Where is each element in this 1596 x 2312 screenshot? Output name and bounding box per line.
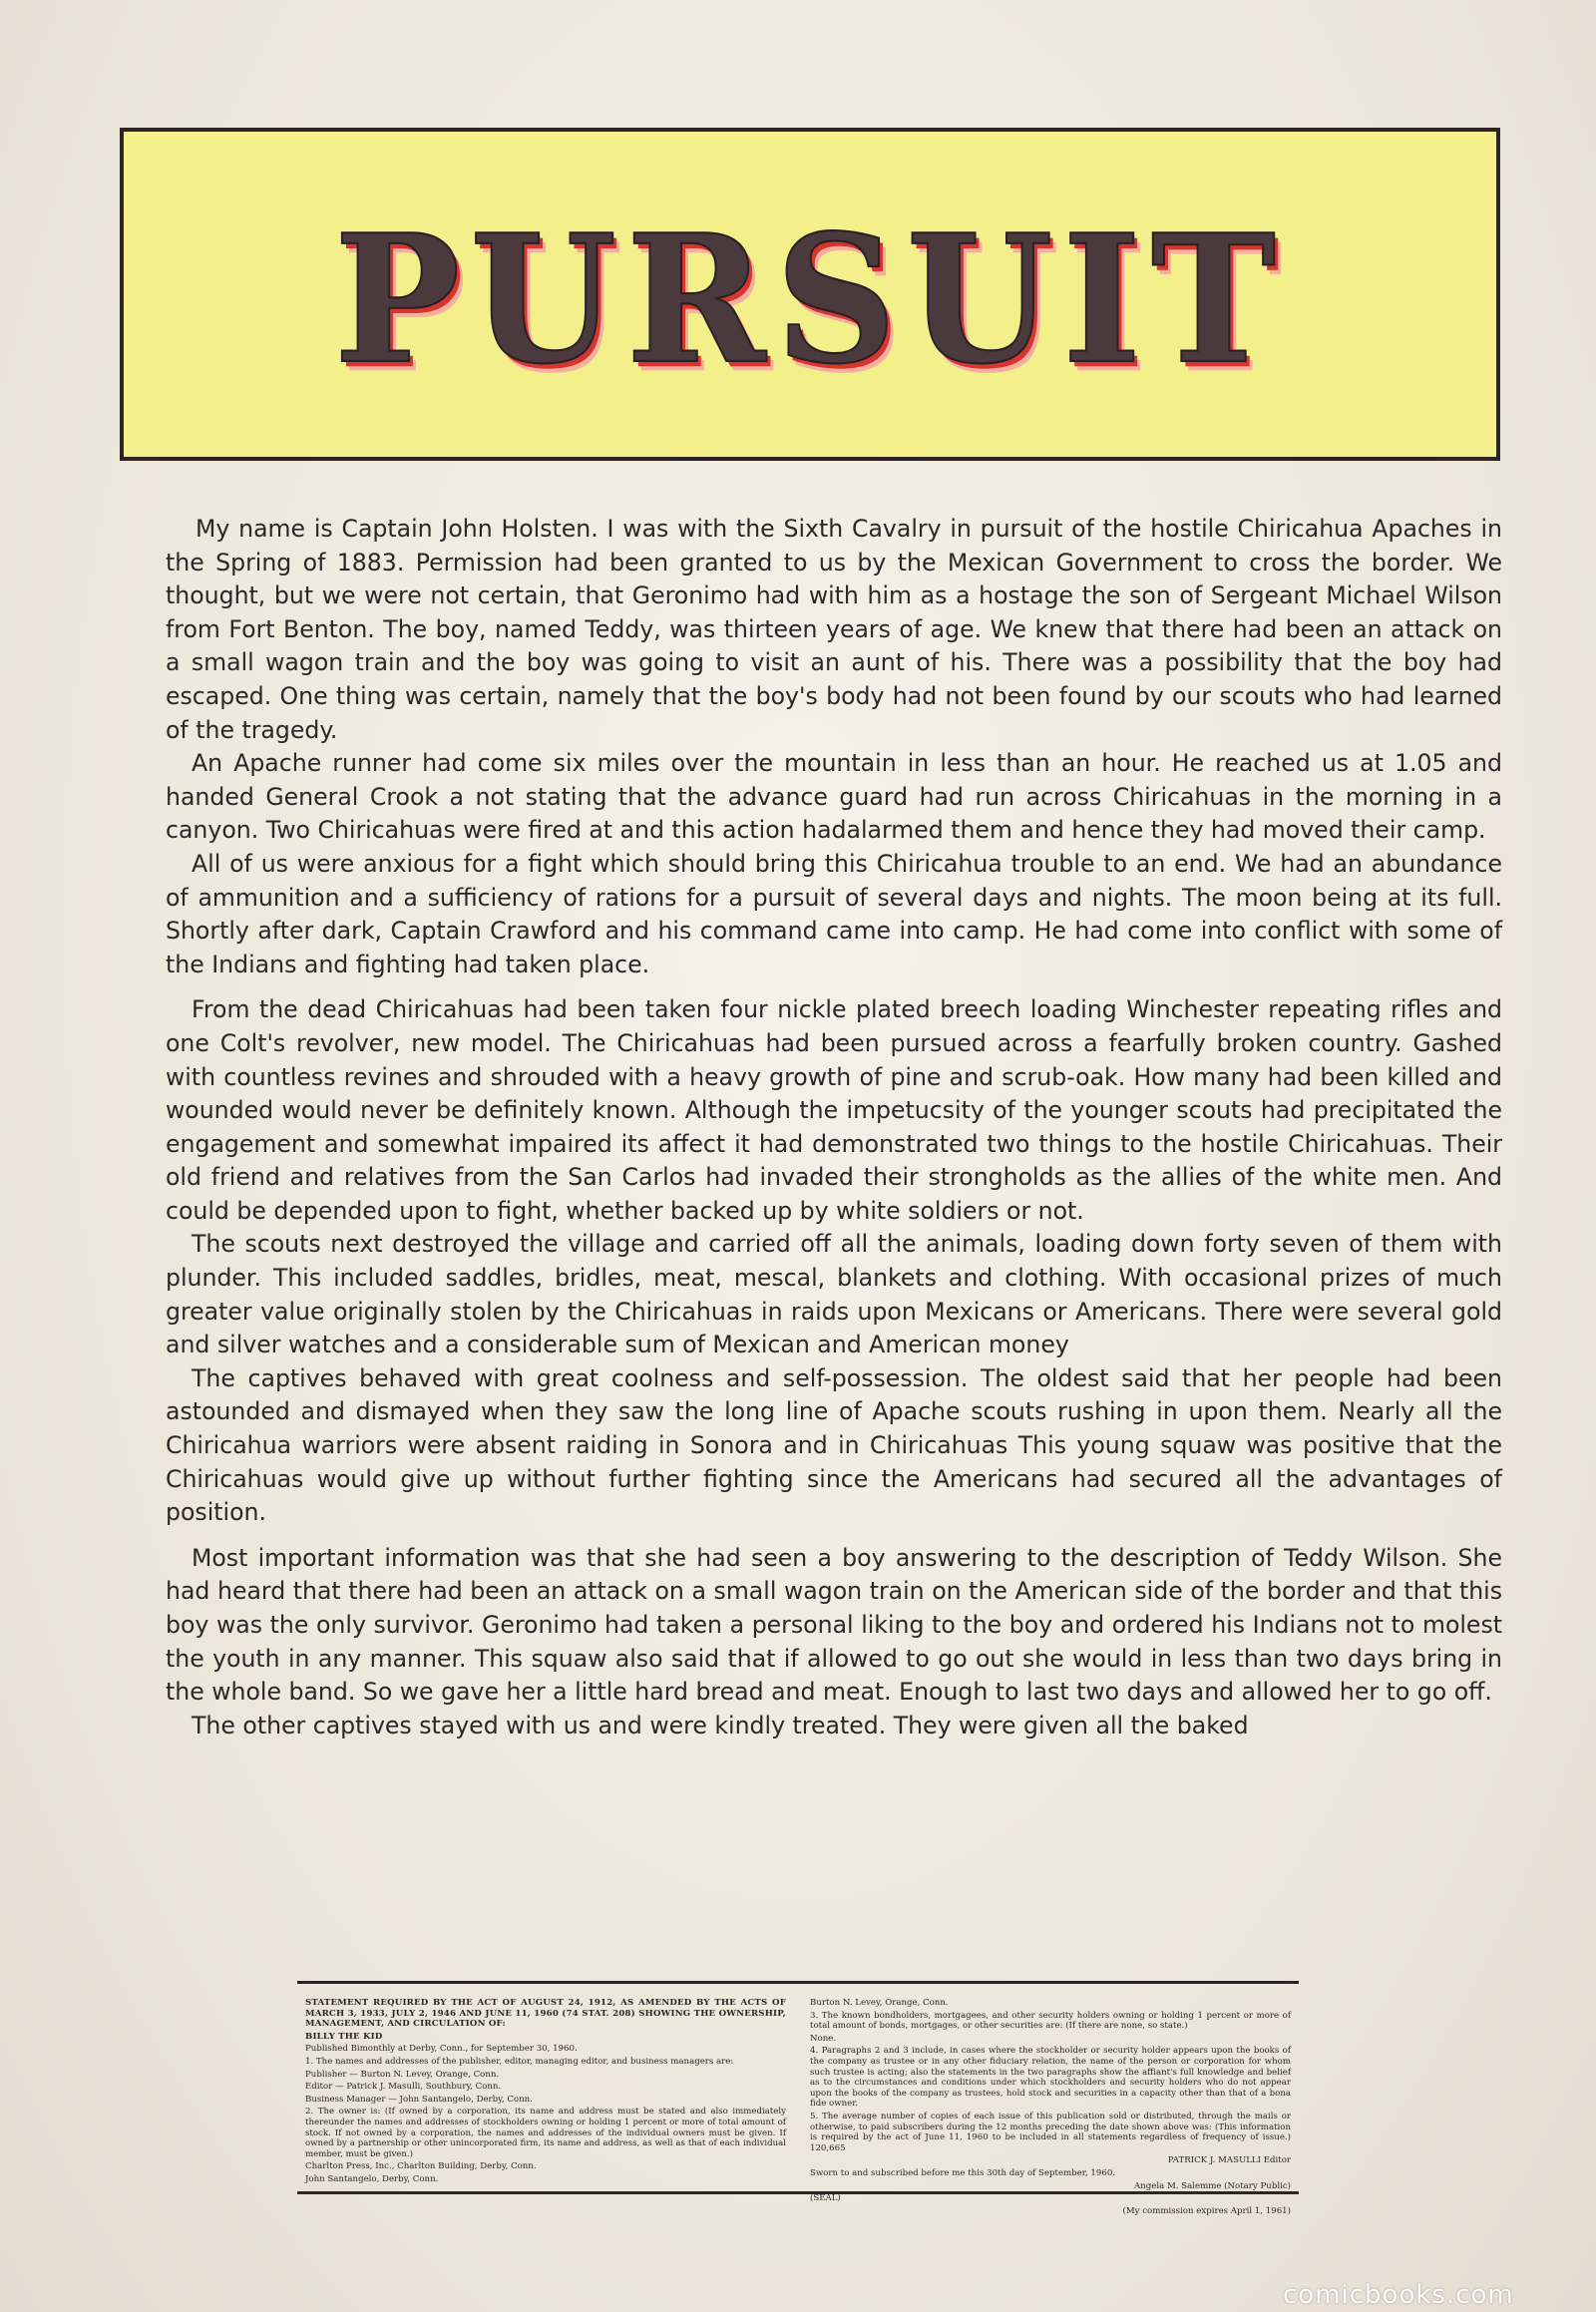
paragraph: The captives behaved with great coolness and self-possession. The oldest said that her people had been astounded and dismayed when they saw the long line of Apache scouts rushing in upon them. Nearly all the Chiricahua warriors were absent raiding in Sonora and in Chiricahuas This young squaw was positive that the Chiricahuas would give up without further fighting since the Americans had secured all the advantages of position. (166, 1363, 1502, 1527)
site-watermark: comicbooks.com (1283, 2280, 1514, 2310)
paragraph: Most important information was that she had seen a boy answering to the description of Teddy Wilson. She had heard that there had been an attack on a small wagon train on the American side of the border and that this boy was the only survivor. Geronimo had taken a personal liking to the boy and ordered his Indians not to molest the youth in any manner. This squaw also said that if allowed to go out she would in less than two days bring in the whole band. So we gave her a little hard bread and meat. Enough to last two days and allowed her to go off. (166, 1543, 1502, 1707)
notary: Angela M. Salemme (Notary Public) (1134, 2180, 1291, 2191)
statement-right-column (810, 1998, 1291, 2216)
commission-expiry: (My commission expires April 1, 1961) (1122, 2205, 1291, 2216)
paragraph: From the dead Chiricahuas had been taken four nickle plated breech loading Winchester repeating rifles and one Colt's revolver, new model. The Chiricahuas had been pursued across a fearfully broken country. Gashed with countless revines and shrouded with a heavy growth of pine and scrub-oak. How many had been killed and wounded would never be definitely known. Although the impetucsity of the younger scouts had precipitated the engagement and somewhat impaired its affect it had demonstrated two things to the hostile Chiricahuas. Their old friend and relatives from the San Carlos had invaded their strongholds as the allies of the white men. And could be depended upon to fight, whether backed up by white soldiers or not. (166, 995, 1502, 1225)
paragraph: The other captives stayed with us and were kindly treated. They were given all the baked (192, 1711, 1249, 1739)
owner-line: Charlton Press, Inc., Charlton Building, Derby, Conn. (305, 2161, 537, 2172)
story-text (166, 513, 1502, 1742)
owner-line: Burton N. Levey, Orange, Conn. (810, 1998, 949, 2008)
statement-item-1: 1. The names and addresses of the publisher, editor, managing editor, and business managers are: (305, 2056, 734, 2067)
paragraph: An Apache runner had come six miles over the mountain in less than an hour. He reached us at 1.05 and handed General Crook a not stating that the advance guard had run across Chiricahuas in the morning in a canyon. Two Chiricahuas were fired at and this action hadalarmed them and hence they had moved their camp. (166, 749, 1502, 845)
seal: (SEAL) (810, 2193, 841, 2204)
owner-line: John Santangelo, Derby, Conn. (305, 2173, 439, 2184)
statement-left-column (305, 1998, 786, 2184)
story-title: PURSUIT (334, 195, 1286, 403)
statement-none: None. (810, 2033, 837, 2044)
publication-name: BILLY THE KID (305, 2031, 383, 2042)
paragraph: My name is Captain John Holsten. I was with the Sixth Cavalry in pursuit of the hostile Chiricahua Apaches in the Spring of 1883. Permission had been granted to us by the Mexican Government to cross the border. We thought, but we were not certain, that Geronimo had with him as a hostage the son of Sergeant Michael Wilson from Fort Benton. The boy, named Teddy, was thirteen years of age. We knew that there had been an attack on a small wagon train and the boy was going to visit an aunt of his. There was a possibility that the boy had escaped. One thing was certain, namely that the boy's body had not been found by our scouts who had learned of the tragedy. (166, 515, 1502, 744)
editor-line: Editor — Patrick J. Masulli, Southbury, Conn. (305, 2082, 502, 2093)
statement-item-5: 5. The average number of copies of each issue of this publication sold or distributed, through the mails or otherwise, to paid subscribers during the 12 months preceding the date shown above was: (This information is required by the act of June 11, 1960 to be included in all statements regardless of frequency of issue.) 120,665 (810, 2111, 1291, 2153)
statement-item-2: 2. The owner is: (If owned by a corporation, its name and address must be stated and also immediately thereunder the names and addresses of stockholders owning or holding 1 percent or more of total amount of stock. If not owned by a corporation, the names and addresses of the individual owners must be given. If owned by a partnership or other unincorporated firm, its name and address, as well as that of each individual member, must be given.) (305, 2107, 786, 2159)
sworn-line: Sworn to and subscribed before me this 30th day of September, 1960. (810, 2167, 1116, 2178)
business-manager-line: Business Manager — John Santangelo, Derby, Conn. (305, 2094, 533, 2105)
ownership-statement (297, 1981, 1299, 2216)
title-panel (120, 128, 1500, 461)
paragraph: All of us were anxious for a fight which should bring this Chiricahua trouble to an end. We had an abundance of ammunition and a sufficiency of rations for a pursuit of several days and nights. The moon being at its full. Shortly after dark, Captain Crawford and his command came into camp. He had come into conflict with some of the Indians and fighting had taken place. (166, 849, 1502, 978)
publication-schedule: Published Bimonthly at Derby, Conn., for September 30, 1960. (305, 2044, 578, 2055)
statement-heading: STATEMENT REQUIRED BY THE ACT OF AUGUST 24, 1912, AS AMENDED BY THE ACTS OF MARCH 3, 1933, JULY 2, 1946 AND JUNE 11, 1960 (74 STAT. 208) SHOWING THE OWNERSHIP, MANAGEMENT, AND CIRCULATION OF: (305, 1998, 786, 2030)
statement-item-4: 4. Paragraphs 2 and 3 include, in cases where the stockholder or security holder appears upon the books of the company as trustee or in any other fiduciary relation, the name of the person or corporation for whom such trustee is acting; also the statements in the two paragraphs show the affiant's full knowledge and belief as to the circumstances and conditions under which stockholders and security holders who do not appear upon the books of the company as trustees, hold stock and securities in a capacity other than that of a bona fide owner. (810, 2046, 1291, 2110)
paragraph: The scouts next destroyed the village and carried off all the animals, loading down forty seven of them with plunder. This included saddles, bridles, meat, mescal, blankets and clothing. With occasional prizes of much greater value originally stolen by the Chiricahuas in raids upon Mexicans or Americans. There were several gold and silver watches and a considerable sum of Mexican and American money (166, 1230, 1502, 1359)
signer: PATRICK J. MASULLI Editor (1167, 2155, 1291, 2166)
statement-item-3: 3. The known bondholders, mortgagees, and other security holders owning or holding 1 percent or more of total amount of bonds, mortgages, or other securities are: (If there are none, so state.) (810, 2010, 1291, 2032)
publisher-line: Publisher — Burton N. Levey, Orange, Conn. (305, 2069, 500, 2080)
